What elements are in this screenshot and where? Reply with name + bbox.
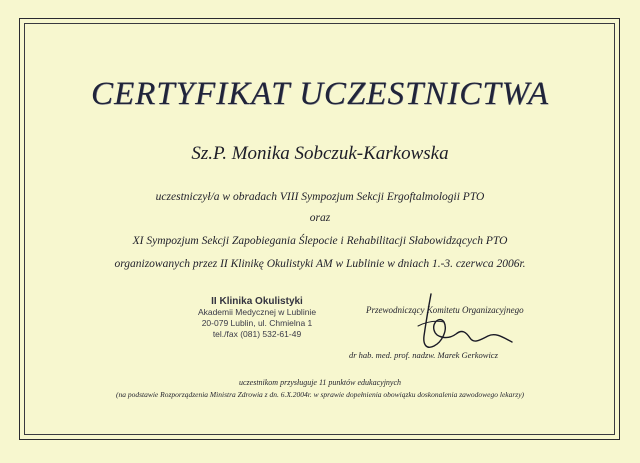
participation-line: uczestniczył/a w obradach VIII Sympozjum Sekcji Ergoftalmologii PTO [155, 191, 485, 203]
education-points: uczestnikom przysługuje 11 punktów edukacyjnych [238, 378, 402, 387]
certificate-title: CERTYFIKAT UCZESTNICTWA [90, 76, 550, 112]
handwritten-signature [404, 292, 524, 358]
stamp-phone: tel./fax (081) 532-61-49 [212, 329, 302, 339]
clinic-stamp [192, 296, 322, 340]
signatory-role: Przewodniczący Komitetu Organizacyjnego [366, 305, 524, 315]
stamp-address: 20-079 Lublin, ul. Chmielna 1 [201, 318, 313, 328]
signatory-name: dr hab. med. prof. nadzw. Marek Gerkowicz [349, 350, 498, 360]
stamp-clinic-name: II Klinika Okulistyki [211, 296, 303, 307]
symposium-line: XI Sympozjum Sekcji Zapobiegania Ślepocie i Rehabilitacji Słabowidzących PTO [132, 235, 508, 247]
regulation-note: (na podstawie Rozporządzenia Ministra Zdrowia z dn. 6.X.2004r. w sprawie dopełnienia obowiązku doskonalenia zawodowego lekarzy) [115, 390, 525, 399]
organizer-line: organizowanych przez II Klinikę Okulistyki AM w Lublinie w dniach 1.-3. czerwca 2006r. [114, 258, 526, 270]
stamp-academy: Akademii Medycznej w Lublinie [197, 307, 317, 317]
recipient-name: Sz.P. Monika Sobczuk-Karkowska [191, 143, 449, 164]
conjunction-line: oraz [309, 212, 331, 224]
